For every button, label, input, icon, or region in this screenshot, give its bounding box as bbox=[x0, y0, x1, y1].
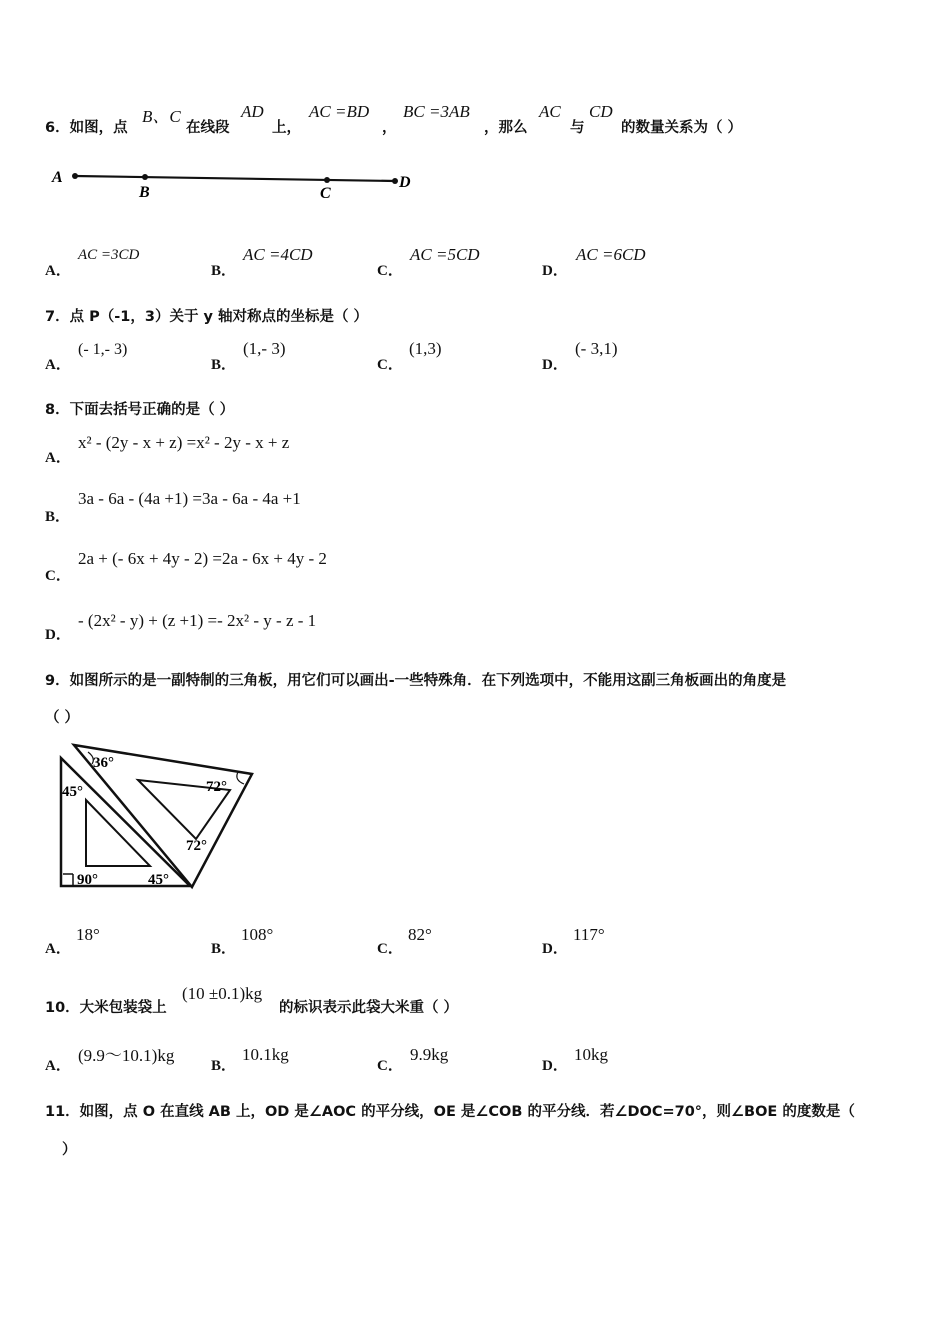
q6-line-figure bbox=[40, 160, 430, 210]
option-value: (- 3,1) bbox=[575, 339, 618, 358]
option-label: C． bbox=[377, 941, 403, 957]
option-label: A． bbox=[45, 263, 71, 279]
option-value: - (2x² - y) + (z +1) =- 2x² - y - z - 1 bbox=[78, 611, 317, 630]
option-value: 2a + (- 6x + 4y - 2) =2a - 6x + 4y - 2 bbox=[78, 549, 327, 568]
option-label: B． bbox=[211, 263, 237, 279]
q6-math-points: B、C bbox=[142, 107, 181, 126]
option-value: 82° bbox=[408, 925, 432, 944]
option-value: 10.1kg bbox=[242, 1045, 289, 1064]
option-value: AC =5CD bbox=[410, 245, 480, 264]
q6-text: 与 bbox=[570, 120, 585, 136]
q9-stem-line1: 9．如图所示的是一副特制的三角板，用它们可以画出-一些特殊角．在下列选项中，不能用这副三角板画出的角度是 bbox=[45, 673, 787, 689]
point-label-d: D bbox=[399, 174, 411, 191]
angle-label-90: 90° bbox=[77, 872, 98, 888]
option-label: C． bbox=[45, 568, 71, 584]
angle-label-45-bottom: 45° bbox=[148, 872, 169, 888]
q6-prefix: 6．如图，点 bbox=[45, 120, 128, 136]
option-label: C． bbox=[377, 263, 403, 279]
q6-text: ， bbox=[382, 120, 397, 136]
q9-stem-line2: （ ） bbox=[45, 710, 80, 726]
option-value: (1,- 3) bbox=[243, 339, 286, 358]
option-label: D． bbox=[542, 263, 568, 279]
option-value: (9.9～10.1)kg bbox=[78, 1046, 175, 1065]
angle-label-72-top: 72° bbox=[206, 779, 227, 795]
q11-stem-line1: 11．如图，点 O 在直线 AB 上，OD 是∠AOC 的平分线，OE 是∠COB 的平分线．若∠DOC=70°，则∠BOE 的度数是（ bbox=[45, 1104, 855, 1120]
option-value: AC =3CD bbox=[78, 247, 140, 263]
q10-prefix: 10．大米包装袋上 bbox=[45, 1000, 167, 1016]
q6-text: ，那么 bbox=[484, 120, 528, 136]
option-value: 117° bbox=[573, 925, 605, 944]
q6-text: 上， bbox=[272, 120, 301, 136]
q7-stem: 7．点 P（-1，3）关于 y 轴对称点的坐标是（ ） bbox=[45, 309, 369, 325]
option-value: (1,3) bbox=[409, 339, 442, 358]
option-label: D． bbox=[542, 357, 568, 373]
option-label: D． bbox=[542, 1058, 568, 1074]
option-value: 10kg bbox=[574, 1045, 608, 1064]
q6-math-ac: AC bbox=[539, 102, 561, 121]
option-value: AC =4CD bbox=[243, 245, 313, 264]
option-label: A． bbox=[45, 450, 71, 466]
angle-label-36: 36° bbox=[93, 755, 114, 771]
angle-label-45-top: 45° bbox=[62, 784, 83, 800]
option-label: A． bbox=[45, 1058, 71, 1074]
q6-text: 在线段 bbox=[186, 120, 230, 136]
q6-math-cd: CD bbox=[589, 102, 613, 121]
q8-stem: 8．下面去括号正确的是（ ） bbox=[45, 402, 235, 418]
option-label: B． bbox=[45, 509, 71, 525]
option-label: C． bbox=[377, 1058, 403, 1074]
q6-text: 的数量关系为（ ） bbox=[621, 120, 743, 136]
option-label: C． bbox=[377, 357, 403, 373]
option-value: 108° bbox=[241, 925, 274, 944]
q10-math: (10 ±0.1)kg bbox=[182, 984, 263, 1003]
q10-suffix: 的标识表示此袋大米重（ ） bbox=[279, 1000, 459, 1016]
option-label: A． bbox=[45, 941, 71, 957]
point-label-a: A bbox=[52, 169, 63, 186]
q11-stem-line2: ） bbox=[62, 1142, 77, 1158]
q6-math-equation: BC =3AB bbox=[403, 102, 470, 121]
option-value: 18° bbox=[76, 925, 100, 944]
option-value: (- 1,- 3) bbox=[78, 341, 128, 358]
angle-label-72-bottom: 72° bbox=[186, 838, 207, 854]
option-value: x² - (2y - x + z) =x² - 2y - x + z bbox=[78, 433, 290, 452]
option-value: AC =6CD bbox=[576, 245, 646, 264]
option-label: B． bbox=[211, 1058, 237, 1074]
option-value: 9.9kg bbox=[410, 1045, 449, 1064]
q9-triangle-figure bbox=[40, 740, 260, 900]
point-label-b: B bbox=[139, 184, 150, 201]
q6-math-segment: AD bbox=[241, 102, 264, 121]
option-label: D． bbox=[542, 941, 568, 957]
option-label: A． bbox=[45, 357, 71, 373]
option-label: D． bbox=[45, 627, 71, 643]
option-label: B． bbox=[211, 357, 237, 373]
q6-math-equation: AC =BD bbox=[309, 102, 370, 121]
option-label: B． bbox=[211, 941, 237, 957]
point-label-c: C bbox=[320, 185, 331, 202]
option-value: 3a - 6a - (4a +1) =3a - 6a - 4a +1 bbox=[78, 489, 301, 508]
